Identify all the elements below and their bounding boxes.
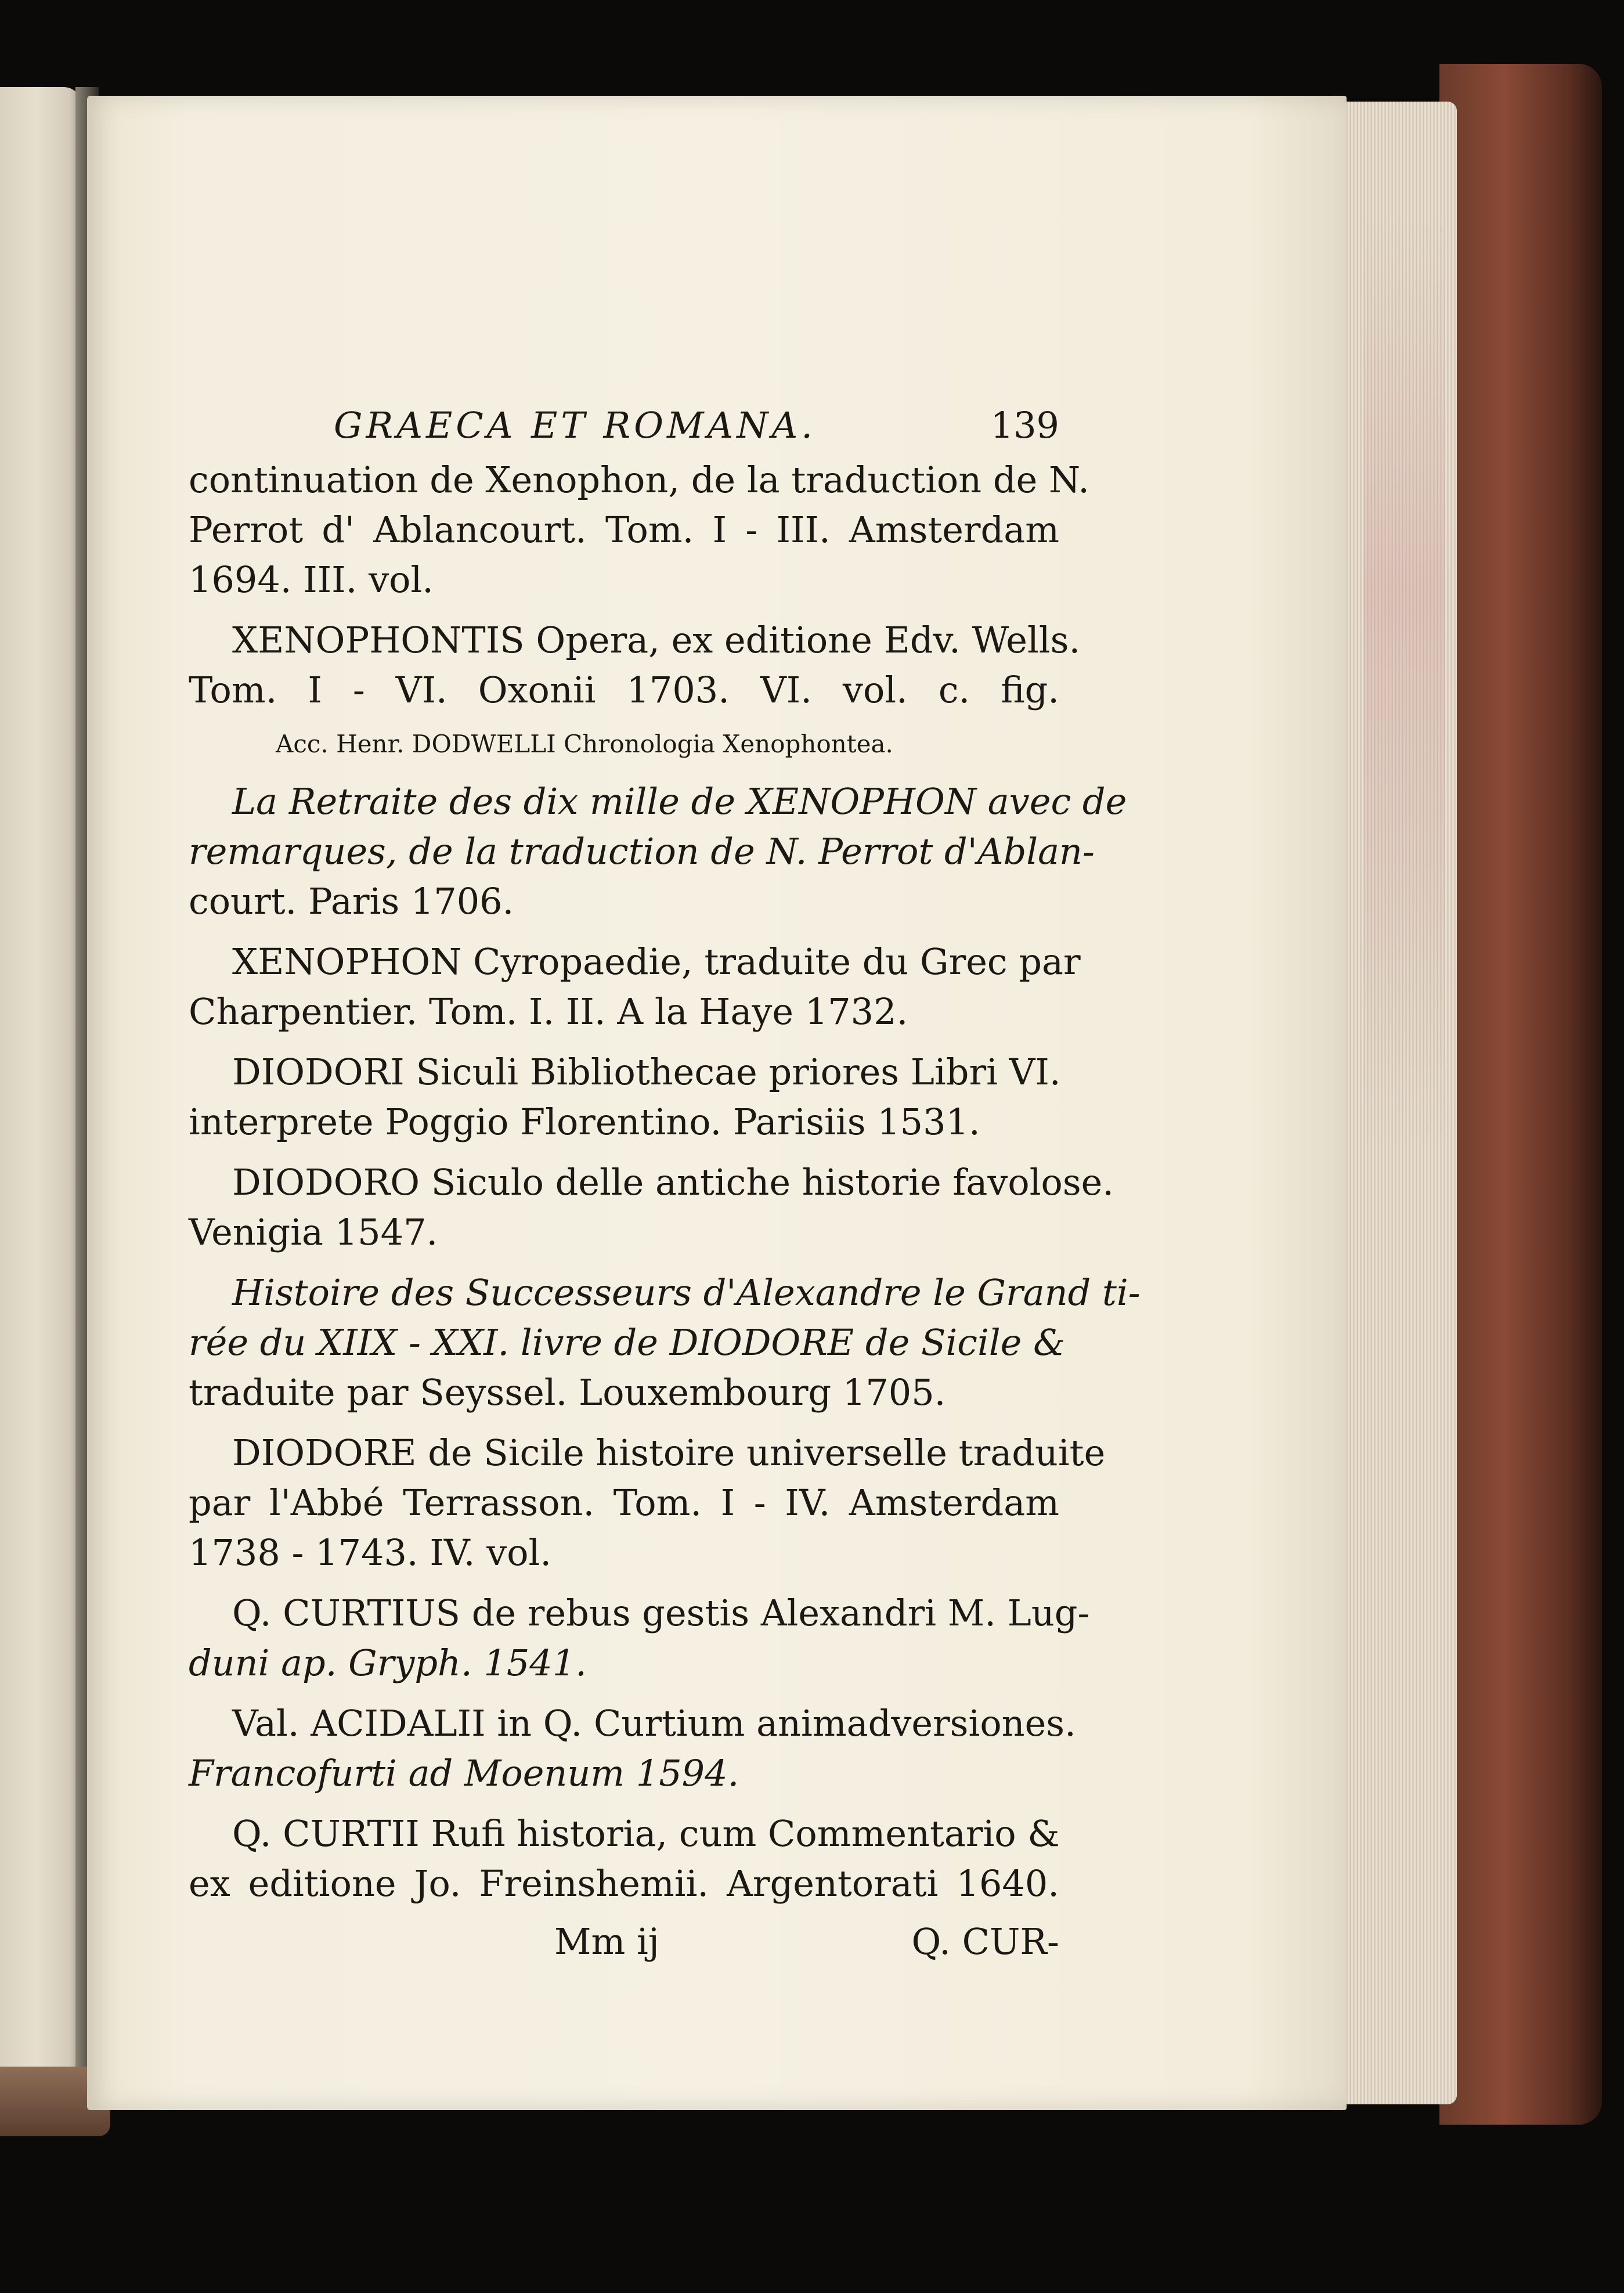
- entry-line: XENOPHONTIS Opera, ex editione Edv. Wells.: [232, 619, 1081, 661]
- entry-line: duni ap. Gryph. 1541.: [189, 1642, 587, 1684]
- entry-line: Q. CURTIUS de rebus gestis Alexandri M. Lug-: [232, 1592, 1090, 1634]
- bibliography-entry: [189, 455, 1089, 605]
- bibliography-entry: [189, 1699, 1076, 1798]
- entry-line: Histoire des Successeurs d'Alexandre le Grand ti-: [232, 1271, 1141, 1314]
- entry-line: Tom. I - VI. Oxonii 1703. VI. vol. c. fig.: [189, 669, 1059, 711]
- entry-line: traduite par Seyssel. Louxembourg 1705.: [189, 1371, 946, 1414]
- page-number: 139: [990, 404, 1059, 446]
- entry-line: 1694. III. vol.: [189, 558, 434, 601]
- catchword: Q. CUR-: [911, 1920, 1059, 1963]
- entry-line: Venigia 1547.: [189, 1211, 438, 1253]
- entry-line: ex editione Jo. Freinshemii. Argentorati 1640.: [189, 1862, 1059, 1905]
- entry-line: par l'Abbé Terrasson. Tom. I - IV. Amsterdam: [189, 1481, 1059, 1524]
- entry-line: Val. ACIDALII in Q. Curtium animadversiones.: [232, 1702, 1076, 1744]
- entry-note: Acc. Henr. DODWELLI Chronologia Xenophontea.: [276, 730, 893, 758]
- entry-line: interprete Poggio Florentino. Parisiis 1531.: [189, 1101, 980, 1143]
- page-header: [189, 401, 1059, 455]
- page-footer: [189, 1917, 1059, 1969]
- entry-line: DIODORE de Sicile histoire universelle traduite: [232, 1432, 1106, 1474]
- bibliography-entry: [189, 1588, 1090, 1688]
- bibliography-entry: [189, 937, 1081, 1037]
- entry-line: 1738 - 1743. IV. vol.: [189, 1531, 552, 1574]
- entry-line: continuation de Xenophon, de la traduction de N.: [189, 459, 1089, 501]
- bibliography-entry: [189, 1428, 1106, 1578]
- entry-line: XENOPHON Cyropaedie, traduite du Grec par: [232, 940, 1081, 983]
- entry-line: Francofurti ad Moenum 1594.: [189, 1752, 739, 1794]
- entry-line: DIODORO Siculo delle antiche historie favolose.: [232, 1161, 1114, 1203]
- signature-mark: Mm ij: [554, 1920, 660, 1963]
- entry-line: Perrot d' Ablancourt. Tom. I - III. Amsterdam: [189, 509, 1059, 551]
- bibliography-entry: [189, 777, 1127, 926]
- entry-line: Q. CURTII Rufi historia, cum Commentario &: [232, 1812, 1060, 1855]
- bibliography-entry: [189, 1158, 1114, 1257]
- entry-line: remarques, de la traduction de N. Perrot d'Ablan-: [189, 830, 1095, 873]
- left-page-edge: [0, 87, 81, 2101]
- bibliography-entry: [189, 1268, 1141, 1418]
- entry-line: Charpentier. Tom. I. II. A la Haye 1732.: [189, 990, 908, 1033]
- page-block-edges: [1341, 102, 1457, 2104]
- entry-line: rée du XIIX - XXI. livre de DIODORE de Sicile &: [189, 1321, 1066, 1364]
- bibliography-entry: [189, 615, 1081, 715]
- running-head: GRAECA ET ROMANA.: [334, 404, 816, 446]
- book-cover-edge: [1439, 64, 1602, 2125]
- entry-line: DIODORI Siculi Bibliothecae priores Libri VI.: [232, 1051, 1061, 1093]
- page-text: [189, 401, 1141, 1969]
- book-page: [87, 96, 1347, 2110]
- entry-line: La Retraite des dix mille de XENOPHON avec de: [232, 780, 1127, 823]
- entry-line: court. Paris 1706.: [189, 880, 514, 922]
- bibliography-entry: [189, 1047, 1059, 1147]
- bibliography-entry: [189, 1809, 1059, 1909]
